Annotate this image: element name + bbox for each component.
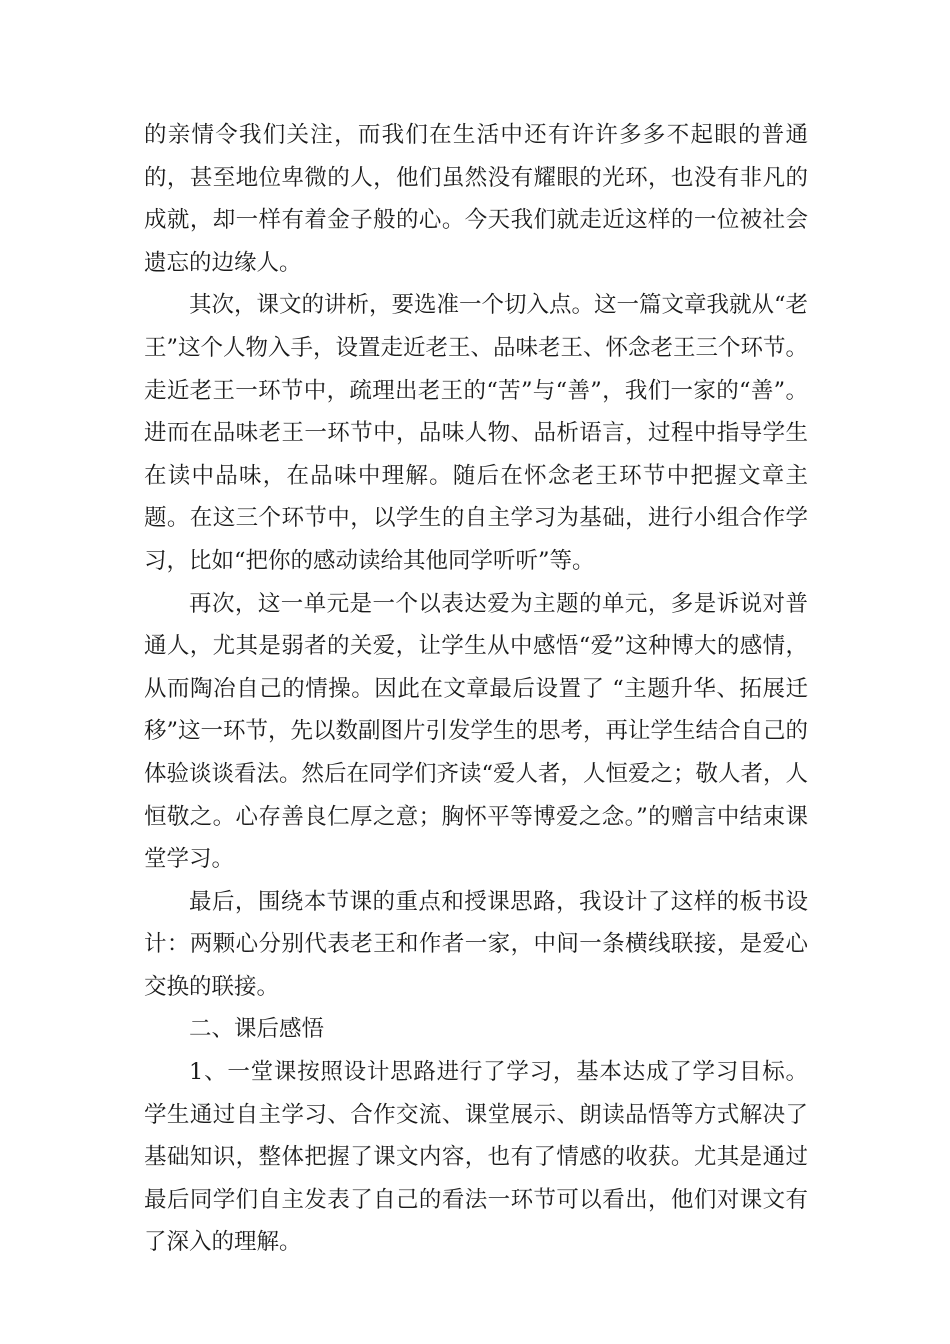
paragraph-secondly: 其次，课文的讲析，要选准一个切入点。这一篇文章我就从“老王”这个人物入手，设置走近老王、品味老王、怀念老王三个环节。走近老王一环节中，疏理出老王的“苦”与“善”，我们一家的“善”。进而在品味老王一环节中，品味人物、品析语言，过程中指导学生在读中品味，在品味中理解。随后在怀念老王环节中把握文章主题。在这三个环节中，以学生的自主学习为基础，进行小组合作学习，比如“把你的感动读给其他同学听听”等。 xyxy=(144,292,809,574)
paragraph-thirdly: 再次，这一单元是一个以表达爱为主题的单元，多是诉说对普通人，尤其是弱者的关爱，让学生从中感悟“爱”这种博大的感情，从而陶冶自己的情操。因此在文章最后设置了 “主题升华、拓展迁移”这一环节，先以数副图片引发学生的思考，再让学生结合自己的体验谈谈看法。然后在同学们齐读“爱人者，人恒爱之；敬人者，人恒敬之。心存善良仁厚之意；胸怀平等博爱之念。”的赠言中结束课堂学习。 xyxy=(144,590,809,873)
document-body xyxy=(144,114,808,1264)
section-heading-reflection: 二、课后感悟 xyxy=(189,1016,325,1043)
paragraph-finally: 最后，围绕本节课的重点和授课思路，我设计了这样的板书设计：两颗心分别代表老王和作者一家，中间一条横线联接，是爱心交换的联接。 xyxy=(144,888,808,1000)
paragraph-intro-continuation: 的亲情令我们关注，而我们在生活中还有许许多多不起眼的普通的，甚至地位卑微的人，他们虽然没有耀眼的光环，也没有非凡的成就，却一样有着金子般的心。今天我们就走近这样的一位被社会遗忘的边缘人。 xyxy=(144,122,808,276)
paragraph-reflection-1: 1、一堂课按照设计思路进行了学习，基本达成了学习目标。学生通过自主学习、合作交流、课堂展示、朗读品悟等方式解决了基础知识，整体把握了课文内容，也有了情感的收获。尤其是通过最后同学们自主发表了自己的看法一环节可以看出，他们对课文有了深入的理解。 xyxy=(144,1059,808,1256)
